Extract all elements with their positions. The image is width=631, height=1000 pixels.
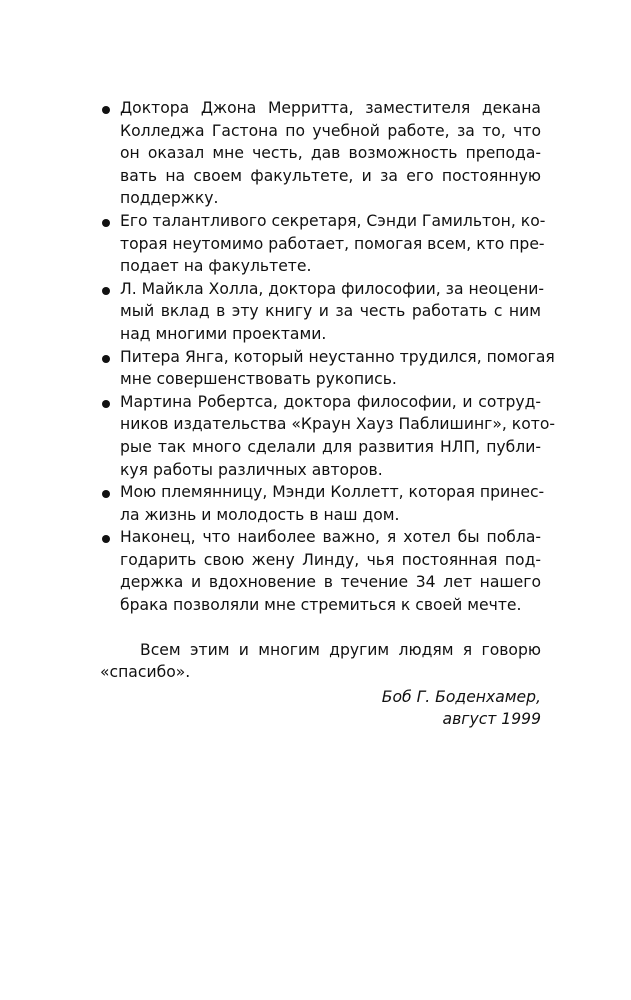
bullet-icon: [102, 490, 110, 498]
signature-date: август 1999: [442, 710, 541, 729]
bullet-icon: [102, 219, 110, 227]
page: [100, 97, 556, 731]
text-line: Его талантливого секретаря, Сэнди Гамильтон, ко-: [120, 211, 546, 230]
text-line: брака позволяли мне стремиться к своей мечте.: [120, 596, 522, 615]
text-line: он оказал мне честь, дав возможность препода-: [120, 144, 541, 163]
text-line: торая неутомимо работает, помогая всем, кто пре-: [120, 234, 545, 253]
closing-line: Всем этим и многим другим людям я говорю: [140, 640, 541, 659]
bullet-icon: [102, 355, 110, 363]
text-line: поддержку.: [120, 189, 219, 208]
text-line: куя работы различных авторов.: [120, 460, 383, 479]
closing-paragraph: [100, 639, 541, 684]
bullet-icon: [102, 287, 110, 295]
text-line: Доктора Джона Мерритта, заместителя декана: [120, 99, 541, 117]
closing-line: «спасибо».: [100, 663, 191, 682]
text-line: над многими проектами.: [120, 324, 327, 343]
text-line: мый вклад в эту книгу и за честь работать с ним: [120, 302, 541, 321]
text-line: годарить свою жену Линду, чья постоянная под-: [120, 550, 541, 569]
text-line: Мою племянницу, Мэнди Коллетт, которая принес-: [120, 483, 545, 502]
signature: [100, 686, 541, 731]
text-line: Мартина Робертса, доктора философии, и сотруд-: [120, 392, 541, 411]
text-line: вать на своем факультете, и за его постоянную: [120, 166, 541, 185]
list-item: [100, 391, 556, 481]
list-item: [100, 346, 555, 391]
bullet-icon: [102, 535, 110, 543]
text-line: держка и вдохновение в течение 34 лет нашего: [120, 573, 541, 592]
text-line: подает на факультете.: [120, 257, 312, 276]
bullet-icon: [102, 106, 110, 114]
list-item: [100, 210, 546, 278]
list-item: [100, 97, 541, 210]
bullet-icon: [102, 400, 110, 408]
list-item: [100, 481, 545, 526]
text-line: Питера Янга, который неустанно трудился, помогая: [120, 347, 555, 366]
text-line: Л. Майкла Холла, доктора философии, за неоцени-: [120, 279, 544, 298]
text-line: рые так много сделали для развития НЛП, публи-: [120, 437, 541, 456]
text-line: Наконец, что наиболее важно, я хотел бы побла-: [120, 528, 541, 547]
signature-name: Боб Г. Боденхамер,: [381, 687, 541, 706]
text-line: мне совершенствовать рукопись.: [120, 370, 397, 389]
text-line: ла жизнь и молодость в наш дом.: [120, 505, 400, 524]
list-item: [100, 278, 544, 346]
acknowledgements-list: [100, 97, 556, 617]
text-line: Колледжа Гастона по учебной работе, за то, что: [120, 121, 541, 140]
list-item: [100, 526, 541, 616]
text-line: ников издательства «Краун Хауз Паблишинг», кото-: [120, 415, 556, 434]
